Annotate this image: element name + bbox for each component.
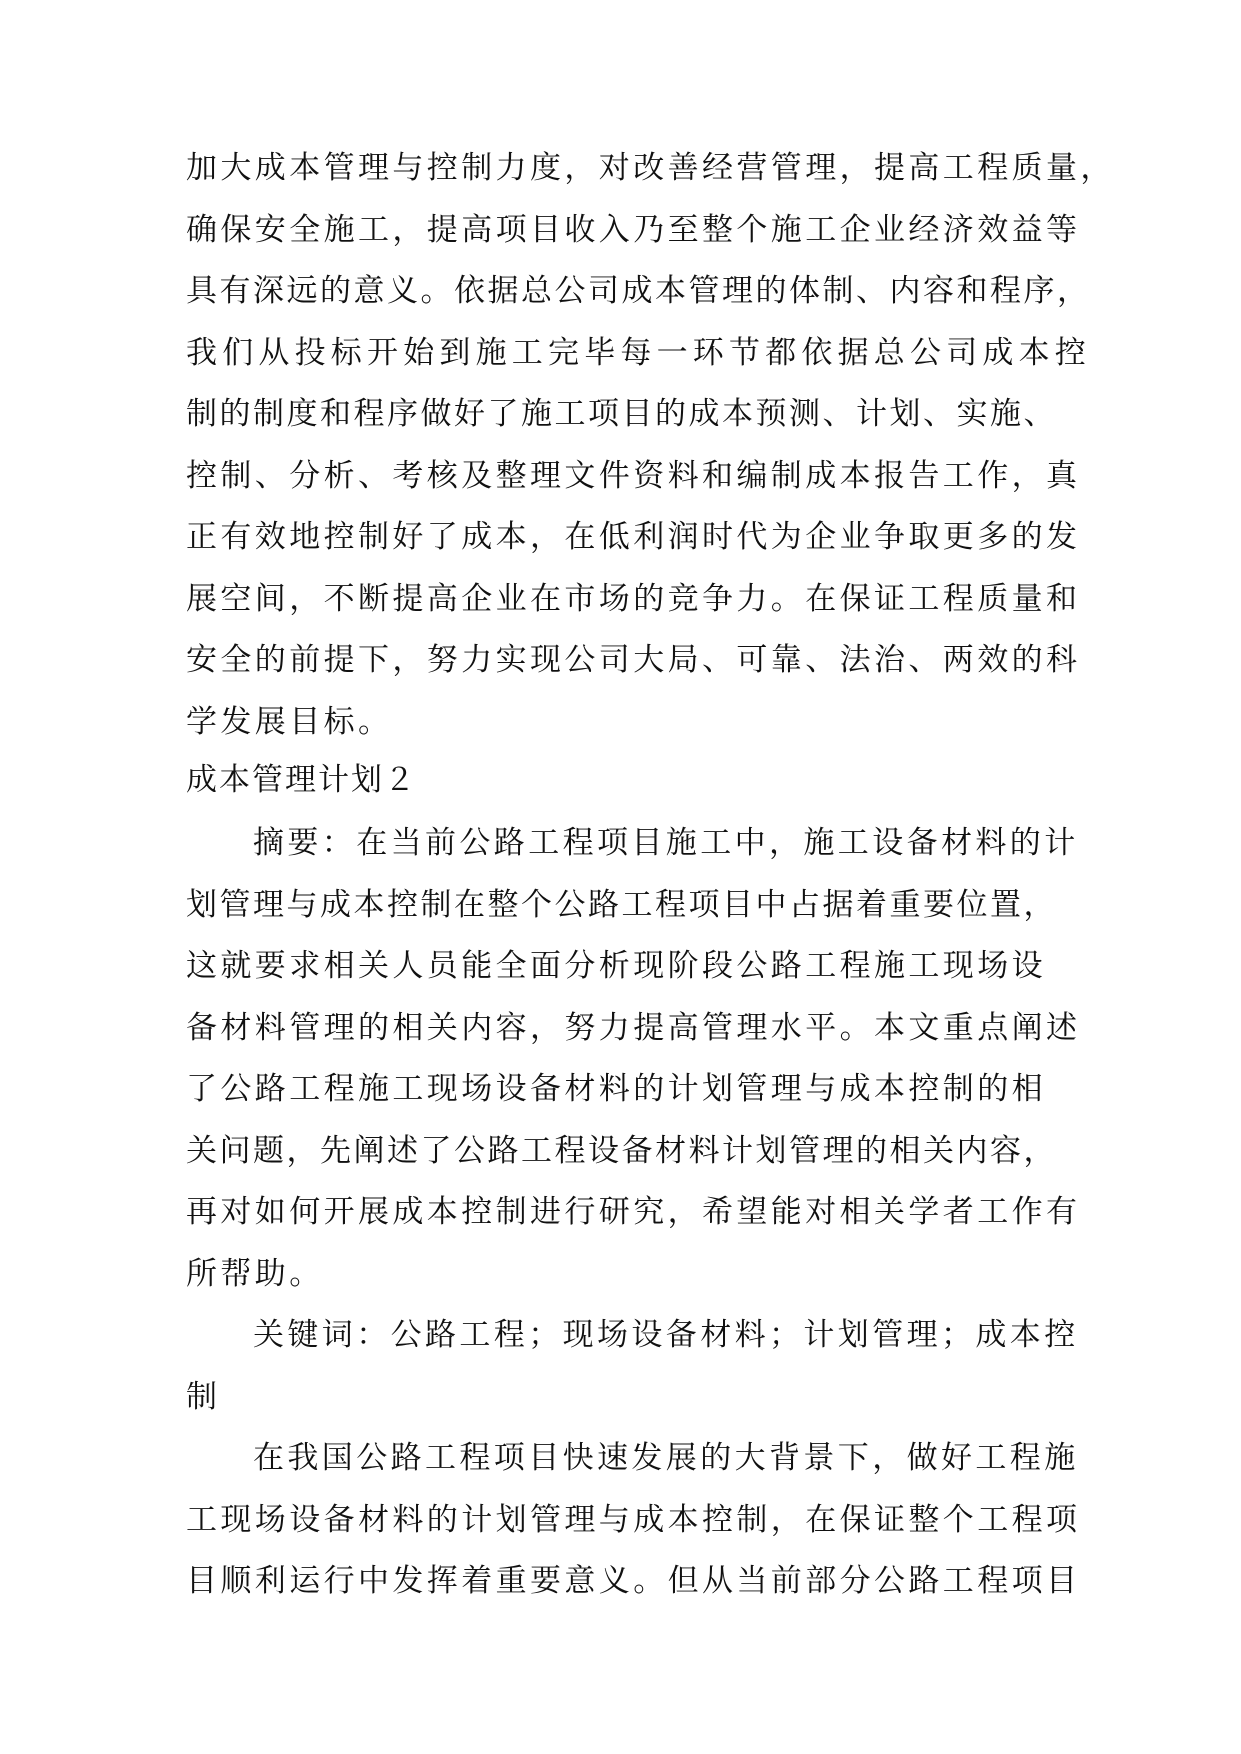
abstract-line: 再对如何开展成本控制进行研究，希望能对相关学者工作有 (186, 1194, 1081, 1230)
keywords-line: 关键词：公路工程；现场设备材料；计划管理；成本控 (253, 1317, 1079, 1353)
paragraph-1-line: 具有深远的意义。依据总公司成本管理的体制、内容和程序， (186, 273, 1091, 309)
abstract-line: 这就要求相关人员能全面分析现阶段公路工程施工现场设 (186, 948, 1046, 984)
paragraph-2-line: 工现场设备材料的计划管理与成本控制，在保证整个工程项 (186, 1502, 1081, 1538)
paragraph-2-line: 目顺利运行中发挥着重要意义。但从当前部分公路工程项目 (186, 1563, 1081, 1599)
abstract-line: 划管理与成本控制在整个公路工程项目中占据着重要位置， (186, 887, 1057, 923)
paragraph-1-line: 确保安全施工，提高项目收入乃至整个施工企业经济效益等 (186, 212, 1081, 248)
paragraph-1-line: 制的制度和程序做好了施工项目的成本预测、计划、实施、 (186, 396, 1057, 432)
abstract-line: 关问题，先阐述了公路工程设备材料计划管理的相关内容， (186, 1133, 1057, 1169)
abstract-line: 备材料管理的相关内容，努力提高管理水平。本文重点阐述 (186, 1010, 1081, 1046)
paragraph-1-line: 加大成本管理与控制力度，对改善经营管理，提高工程质量， (186, 150, 1115, 186)
paragraph-1-line: 控制、分析、考核及整理文件资料和编制成本报告工作，真 (186, 458, 1081, 494)
abstract-line: 摘要：在当前公路工程项目施工中，施工设备材料的计 (253, 825, 1079, 861)
paragraph-1-line: 安全的前提下，努力实现公司大局、可靠、法治、两效的科 (186, 642, 1081, 678)
paragraph-1-line: 学发展目标。 (186, 704, 393, 740)
abstract-line: 了公路工程施工现场设备材料的计划管理与成本控制的相 (186, 1071, 1046, 1107)
paragraph-1-line: 展空间，不断提高企业在市场的竞争力。在保证工程质量和 (186, 581, 1081, 617)
abstract-line: 所帮助。 (186, 1256, 324, 1292)
keywords-line: 制 (186, 1379, 221, 1415)
paragraph-1-line: 我们从投标开始到施工完毕每一环节都依据总公司成本控 (186, 335, 1091, 371)
section-heading: 成本管理计划２ (186, 762, 417, 798)
paragraph-1-line: 正有效地控制好了成本，在低利润时代为企业争取更多的发 (186, 519, 1081, 555)
paragraph-2-line: 在我国公路工程项目快速发展的大背景下，做好工程施 (253, 1440, 1079, 1476)
